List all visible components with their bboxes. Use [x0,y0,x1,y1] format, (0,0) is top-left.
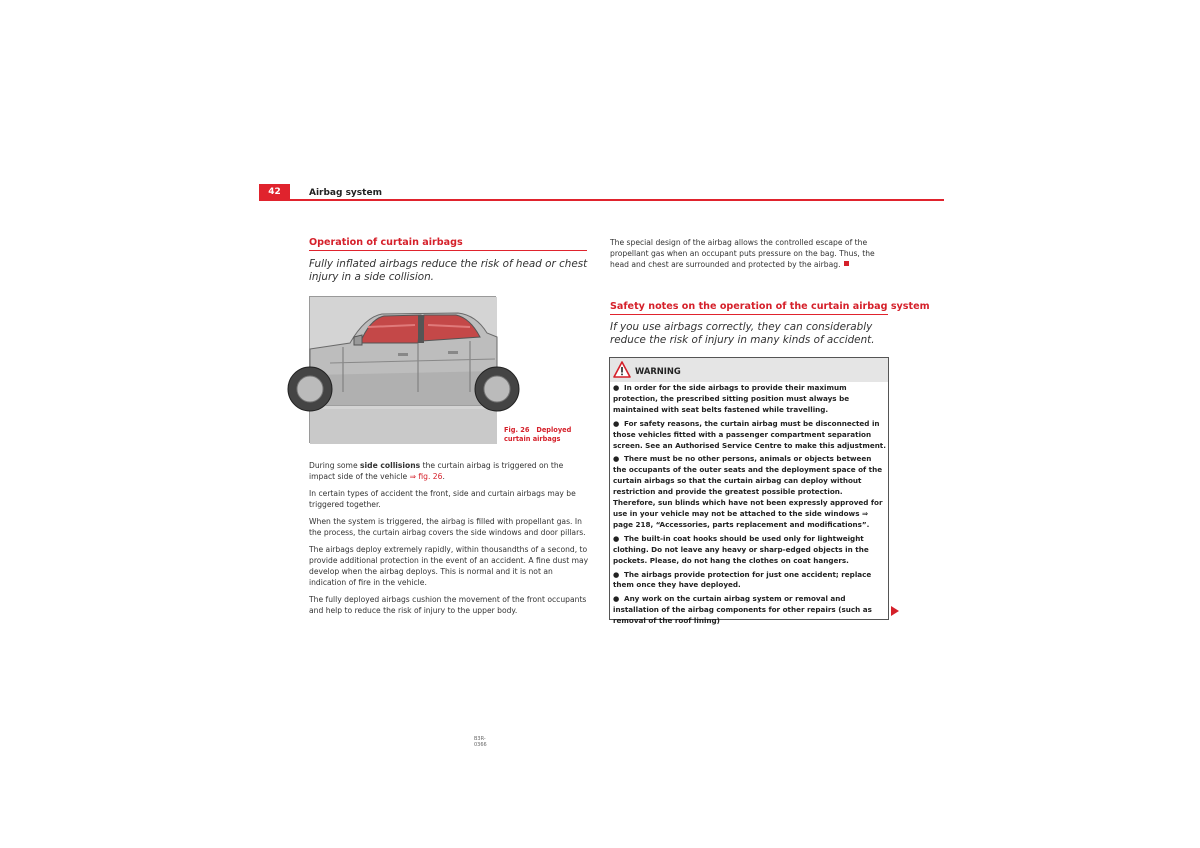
p1-pre: During some [309,461,361,470]
page-218-link[interactable]: ⇒ page 218, “Accessories, parts replacement and modifications” [613,508,868,529]
warning-triangle-icon [613,361,631,378]
paragraph-side-collisions [309,460,589,482]
heading-safety-notes: Safety notes on the operation of the curtain airbag system [610,301,930,312]
page-number: 42 [268,187,281,197]
paragraph-deploy-rapidly: The airbags deploy extremely rapidly, within thousandths of a second, to provide additional protection in the event of an accident. A fine dust may develop when the airbag deploys. This is normal and it is not an indication of fire in the vehicle. [309,545,589,587]
header-divider [290,199,944,201]
section-title: Airbag system [309,188,382,198]
p1-post: the curtain airbag is triggered on the impact side of the vehicle [309,461,564,481]
warning-title: WARNING [635,366,681,376]
car-side-icon [310,297,497,444]
end-of-section-icon [844,261,849,266]
warning-item: ● There must be no other persons, animals or objects between the occupants of the outer seats and the deployment space of the curtain airbags so that the curtain airbag can deploy without restriction and provide the greatest possible protection. Therefore, sun blinds which have not been expressly approved for use in your vehicle may not be attached to the side windows ⇒ page 218, “Accessories, parts replacement and modifications”. [613,454,883,529]
figure-code: B3R-0366 [474,736,487,748]
top-para-text: The special design of the airbag allows the controlled escape of the propellant gas when an occupant puts pressure on the bag. Thus, the head and chest are surrounded and protected by the airbag. [610,238,875,269]
warning-item-text: Any work on the curtain airbag system or removal and installation of the airbag components for other repairs (such as removal of the roof lining) [613,594,872,626]
warning-list [613,383,886,630]
warning-item-text: In order for the side airbags to provide their maximum protection, the prescribed sitting position must always be maintained with seat belts fastened while travelling. [613,383,850,414]
caption-label: Fig. 26 [504,426,530,434]
paragraph-cushion: The fully deployed airbags cushion the movement of the front occupants and help to reduce the risk of injury to the upper body. [309,595,587,615]
warning-item-end: . [866,519,870,529]
figure-caption [504,426,590,444]
warning-item: ● For safety reasons, the curtain airbag must be disconnected in those vehicles fitted with a passenger compartment separation screen. See an Authorised Service Centre to make this adjustment. [613,418,886,450]
p1-end: . [442,472,445,481]
fig-26-link[interactable]: ⇒ fig. 26 [409,472,443,481]
p1-bold: side collisions [360,461,421,470]
continue-arrow-icon [891,606,899,616]
warning-item: ● In order for the side airbags to provide their maximum protection, the prescribed sitting position must always be maintained with seat belts fastened while travelling. [613,383,850,414]
warning-item: ● The built-in coat hooks should be used only for lightweight clothing. Do not leave any heavy or sharp-edged objects in the pockets. Please, do not hang the clothes on coat hangers. [613,533,869,565]
paragraph-propellant-gas: When the system is triggered, the airbag is filled with propellant gas. In the process, the curtain airbag covers the side windows and door pillars. [309,517,586,537]
caption-text: Deployed curtain airbags [504,426,572,443]
heading-curtain-airbags: Operation of curtain airbags [309,237,463,248]
paragraph-controlled-escape [610,237,890,270]
warning-item-text: For safety reasons, the curtain airbag must be disconnected in those vehicles fitted with a passenger compartment separation screen. See an Authorised Service Centre to make this adjustment. [613,418,886,450]
warning-item-text: There must be no other persons, animals or objects between the occupants of the outer seats and the deployment space of the curtain airbags so that the curtain airbag can deploy without restriction and provide the greatest possible protection. Therefore, sun blinds which have not been expressly approved for use in your vehicle may not be attached to the side windows [613,454,883,518]
warning-item: ● Any work on the curtain airbag system or removal and installation of the airbag components for other repairs (such as removal of the roof lining) [613,594,872,626]
heading-rule [610,314,888,315]
heading-rule [309,250,587,251]
intro-text: If you use airbags correctly, they can considerably reduce the risk of injury in many kinds of accident. [610,321,875,346]
intro-text: Fully inflated airbags reduce the risk of head or chest injury in a side collision. [309,258,588,283]
warning-item: ● The airbags provide protection for just one accident; replace them once they have deployed. [613,569,872,590]
warning-item-text: The airbags provide protection for just one accident; replace them once they have deployed. [613,569,872,590]
warning-item-text: The built-in coat hooks should be used only for lightweight clothing. Do not leave any heavy or sharp-edged objects in the pockets. Please, do not hang the clothes on coat hangers. [613,533,869,565]
paragraph-triggered-together: In certain types of accident the front, side and curtain airbags may be triggered together. [309,489,576,509]
